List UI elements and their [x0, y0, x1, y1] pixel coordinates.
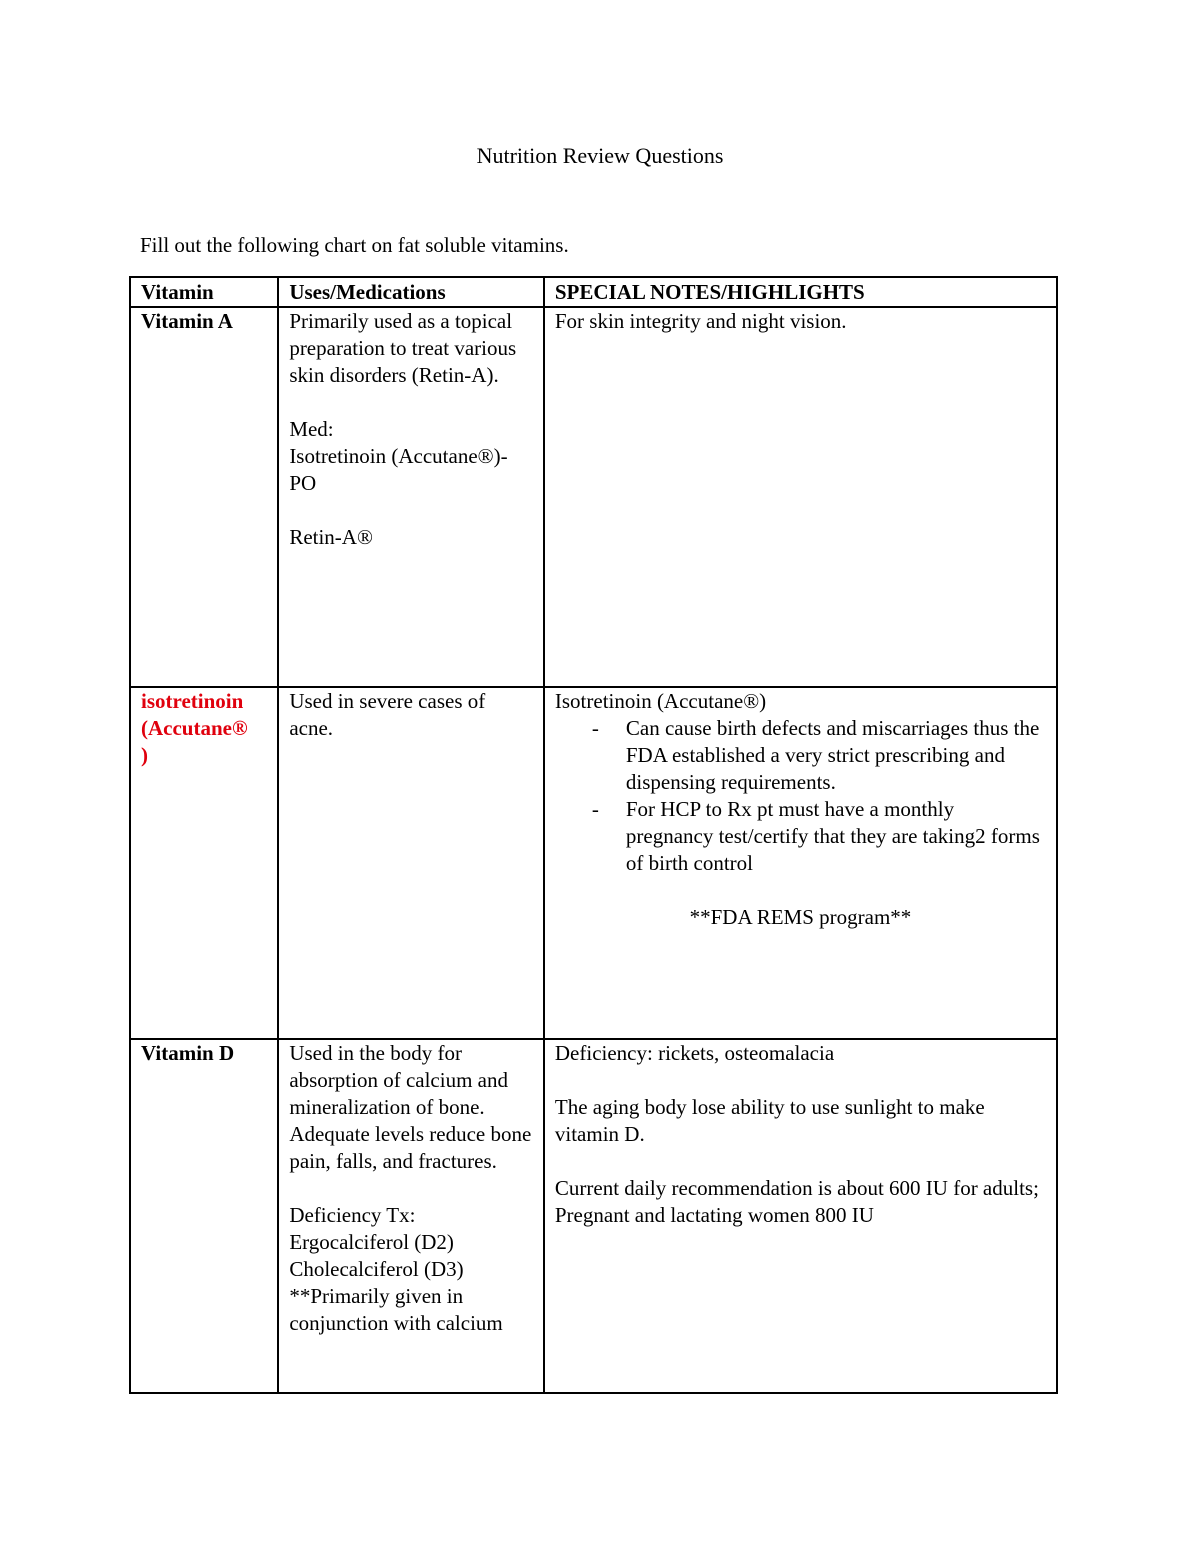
tx-ergocalciferol: Ergocalciferol (D2): [289, 1230, 454, 1254]
header-vitamin: Vitamin: [130, 277, 278, 307]
list-item: [555, 715, 1046, 796]
vitamin-name-line3: ): [141, 743, 148, 767]
tx-note: **Primarily given in conjunction with calcium: [289, 1284, 503, 1335]
med-extra: Retin-A®: [289, 525, 373, 549]
header-special-notes: SPECIAL NOTES/HIGHLIGHTS: [544, 277, 1057, 307]
cell-notes: [544, 1039, 1057, 1393]
notes-recommendation: Current daily recommendation is about 600 IU for adults; Pregnant and lactating women 800 IU: [554, 1176, 1039, 1227]
cell-uses: [278, 1039, 544, 1393]
table-header-row: [130, 277, 1057, 307]
notes-bullet-list: [555, 715, 1046, 877]
header-uses-medications: Uses/Medications: [278, 277, 544, 307]
notes-heading: Isotretinoin (Accutane®): [554, 689, 767, 713]
uses-text: Used in the body for absorption of calcium and mineralization of bone. Adequate levels reduce bone pain, falls, and fractures.: [289, 1041, 532, 1173]
list-item: [555, 796, 1046, 877]
rems-program-note: **FDA REMS program**: [689, 905, 912, 929]
tx-cholecalciferol: Cholecalciferol (D3): [289, 1257, 464, 1281]
cell-uses: [278, 307, 544, 687]
vitamin-name: Vitamin D: [141, 1041, 235, 1065]
bullet-text: For HCP to Rx pt must have a monthly pregnancy test/certify that they are taking2 forms of birth control: [625, 797, 1040, 875]
page-title: Nutrition Review Questions: [476, 143, 724, 168]
med-name: Isotretinoin (Accutane®)- PO: [289, 444, 508, 495]
fat-soluble-vitamins-table: [129, 276, 1058, 1394]
cell-notes: [544, 307, 1057, 687]
notes-deficiency: Deficiency: rickets, osteomalacia: [554, 1041, 835, 1065]
cell-vitamin: [130, 307, 278, 687]
bullet-text: Can cause birth defects and miscarriages thus the FDA established a very strict prescribing and dispensing requirements.: [625, 716, 1040, 794]
cell-notes: [544, 687, 1057, 1039]
table-row-vitamin-a: [130, 307, 1057, 687]
notes-text: For skin integrity and night vision.: [554, 309, 847, 333]
vitamin-name: Vitamin A: [141, 309, 233, 333]
vitamin-name-line2: (Accutane®: [141, 716, 248, 740]
cell-uses: [278, 687, 544, 1039]
dash-bullet: -: [591, 716, 599, 740]
table-row-isotretinoin: [130, 687, 1057, 1039]
dash-bullet: -: [591, 797, 599, 821]
table-row-vitamin-d: [130, 1039, 1057, 1393]
uses-text: Primarily used as a topical preparation to treat various skin disorders (Retin-A).: [289, 309, 517, 387]
med-label: Med:: [289, 417, 334, 441]
uses-text: Used in severe cases of acne.: [289, 689, 486, 740]
notes-aging: The aging body lose ability to use sunlight to make vitamin D.: [554, 1095, 985, 1146]
instructions-text: Fill out the following chart on fat soluble vitamins.: [140, 233, 569, 257]
vitamin-name-line1: isotretinoin: [141, 689, 244, 713]
cell-vitamin: [130, 1039, 278, 1393]
cell-vitamin: [130, 687, 278, 1039]
tx-label: Deficiency Tx:: [289, 1203, 416, 1227]
